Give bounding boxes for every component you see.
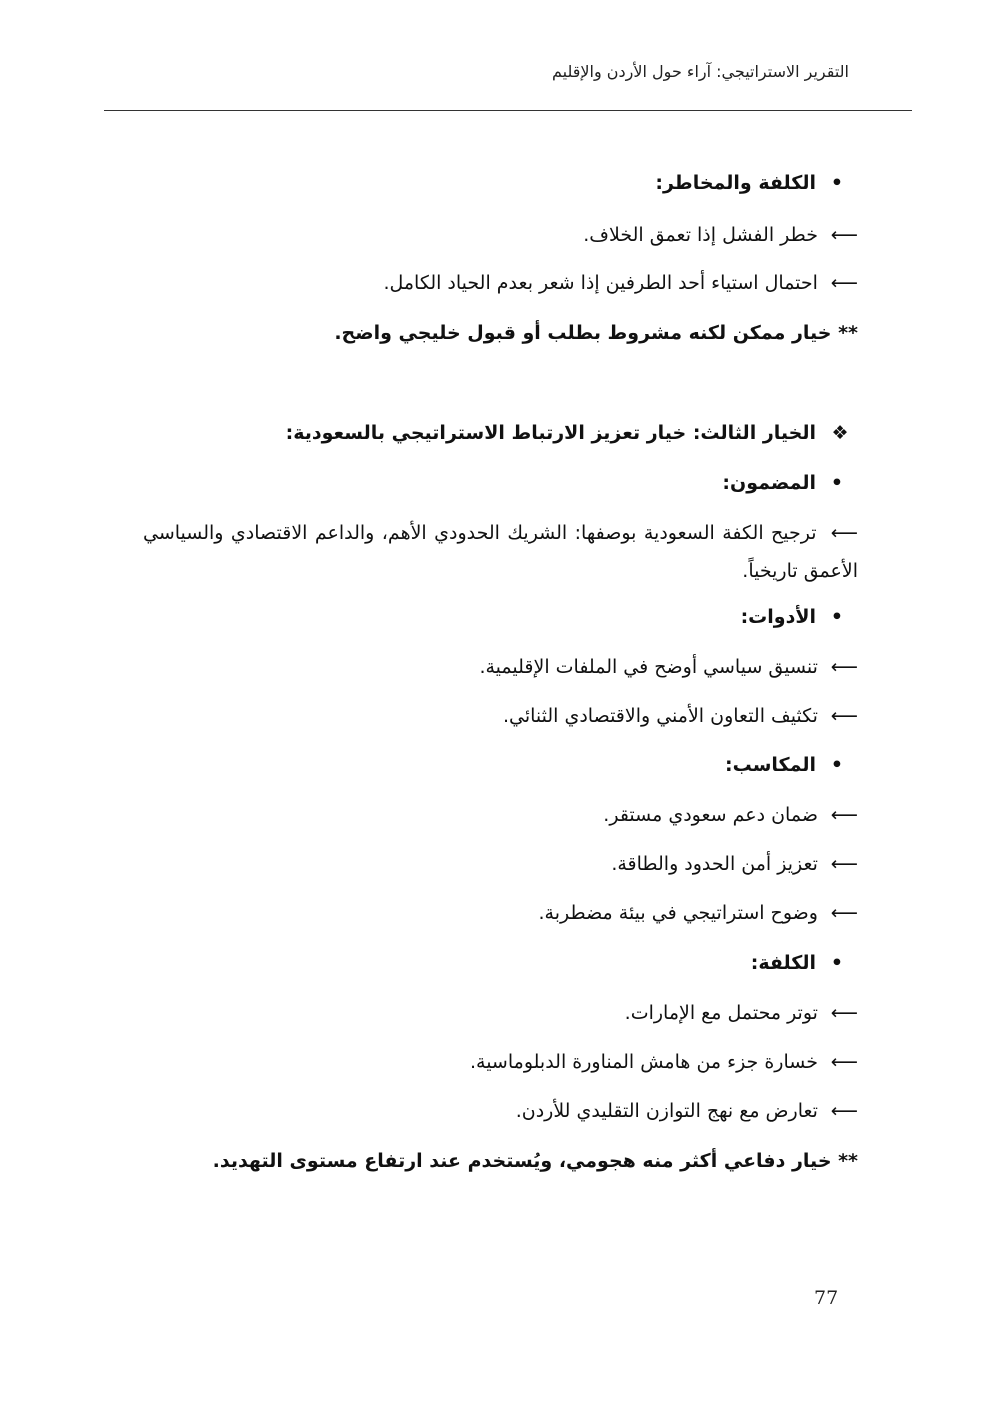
arrow-left-icon: ⟵: [830, 272, 858, 294]
arrow-left-icon: ⟵: [830, 902, 858, 924]
list-item: ⟵ خسارة جزء من هامش المناورة الدبلوماسية.: [469, 1051, 858, 1073]
list-item: ⟵ وضوح استراتيجي في بيئة مضطربة.: [538, 902, 858, 924]
list-item: ⟵ تنسيق سياسي أوضح في الملفات الإقليمية.: [479, 656, 858, 678]
diamond-icon: ❖: [831, 422, 849, 444]
list-item: ⟵ خطر الفشل إذا تعمق الخلاف.: [583, 224, 858, 246]
list-item: ⟵ ضمان دعم سعودي مستقر.: [603, 804, 858, 826]
header-divider: [104, 110, 912, 111]
running-header: التقرير الاستراتيجي: آراء حول الأردن والإقليم: [551, 62, 849, 81]
content-paragraph: ⟵ ترجيح الكفة السعودية بوصفها: الشريك الحدودي الأهم، والداعم الاقتصادي والسياسي الأعمق تاريخياً.: [143, 514, 858, 590]
cost-title: •الكلفة:: [751, 952, 858, 974]
bullet-icon: •: [830, 754, 844, 776]
costs-risks-title: •الكلفة والمخاطر:: [655, 172, 858, 194]
costs-risks-note: ** خيار ممكن لكنه مشروط بطلب أو قبول خليجي واضح.: [334, 322, 858, 344]
list-item: ⟵ تكثيف التعاون الأمني والاقتصادي الثنائي.: [502, 705, 858, 727]
bullet-icon: •: [830, 472, 844, 494]
arrow-left-icon: ⟵: [830, 656, 858, 678]
arrow-left-icon: ⟵: [830, 522, 859, 544]
tools-title: •الأدوات:: [741, 606, 858, 628]
page-number: 77: [814, 1287, 839, 1309]
arrow-left-icon: ⟵: [830, 1002, 858, 1024]
bullet-icon: •: [830, 952, 844, 974]
list-item: ⟵ تعارض مع نهج التوازن التقليدي للأردن.: [515, 1100, 858, 1122]
arrow-left-icon: ⟵: [830, 705, 858, 727]
bullet-icon: •: [830, 606, 844, 628]
gains-title: •المكاسب:: [725, 754, 858, 776]
list-item: ⟵ توتر محتمل مع الإمارات.: [624, 1002, 858, 1024]
bullet-icon: •: [830, 172, 844, 194]
arrow-left-icon: ⟵: [830, 224, 858, 246]
arrow-left-icon: ⟵: [830, 804, 858, 826]
arrow-left-icon: ⟵: [830, 1100, 858, 1122]
option-three-heading: ❖الخيار الثالث: خيار تعزيز الارتباط الاستراتيجي بالسعودية:: [286, 422, 864, 444]
arrow-left-icon: ⟵: [830, 853, 858, 875]
content-title: •المضمون:: [722, 472, 858, 494]
arrow-left-icon: ⟵: [830, 1051, 858, 1073]
list-item: ⟵ احتمال استياء أحد الطرفين إذا شعر بعدم الحياد الكامل.: [383, 272, 858, 294]
list-item: ⟵ تعزيز أمن الحدود والطاقة.: [611, 853, 858, 875]
option-three-note: ** خيار دفاعي أكثر منه هجومي، ويُستخدم عند ارتفاع مستوى التهديد.: [212, 1150, 858, 1172]
